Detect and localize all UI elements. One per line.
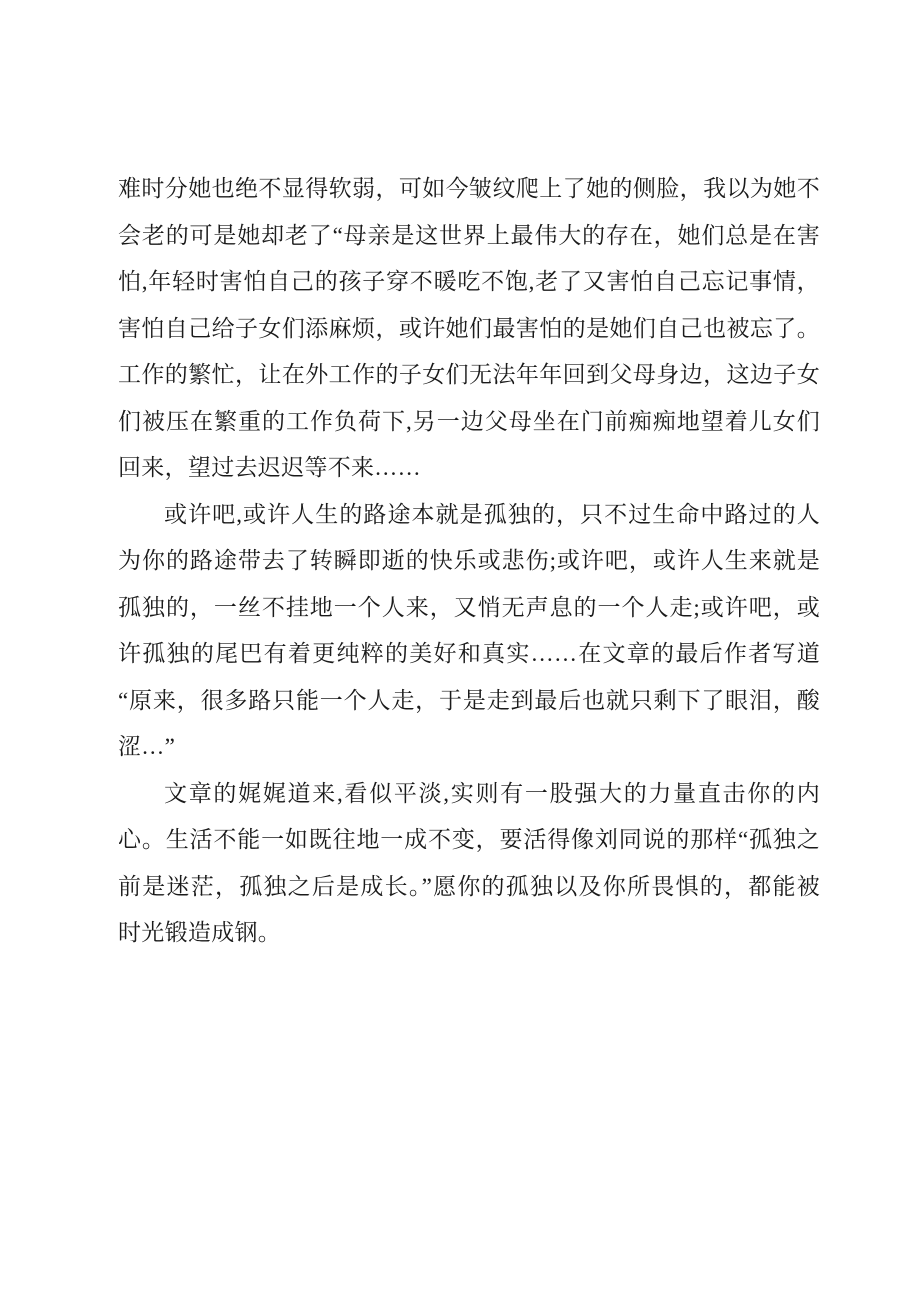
paragraph bbox=[118, 492, 820, 771]
text-line: 害怕自己给子女们添麻烦，或许她们最害怕的是她们自己也被忘了。 bbox=[118, 315, 820, 341]
text-block bbox=[118, 166, 820, 957]
text-line: 为你的路途带去了转瞬即逝的快乐或悲伤;或许吧，或许人生来就是 bbox=[118, 548, 820, 573]
paragraph bbox=[118, 771, 820, 957]
text-line: 孤独的，一丝不挂地一个人来，又悄无声息的一个人走;或许吧，或 bbox=[118, 594, 820, 620]
text-line: 回来，望过去迟迟等不来…… bbox=[118, 455, 421, 480]
text-line: 难时分她也绝不显得软弱，可如今皱纹爬上了她的侧脸，我以为她不 bbox=[118, 176, 820, 201]
text-line: 心。生活不能一如既往地一成不变，要活得像刘同说的那样“孤独之 bbox=[118, 827, 820, 852]
text-line: “原来，很多路只能一个人走，于是走到最后也就只剩下了眼泪，酸 bbox=[118, 687, 820, 713]
paragraph bbox=[118, 166, 820, 492]
text-line: 会老的可是她却老了“母亲是这世界上最伟大的存在，她们总是在害 bbox=[118, 222, 820, 248]
text-line: 或许吧,或许人生的路途本就是孤独的，只不过生命中路过的人 bbox=[164, 501, 820, 527]
text-line: 许孤独的尾巴有着更纯粹的美好和真实……在文章的最后作者写道 bbox=[118, 641, 820, 666]
text-line: 时光锻造成钢。 bbox=[118, 920, 282, 945]
text-line: 前是迷茫，孤独之后是成长。”愿你的孤独以及你所畏惧的，都能被 bbox=[118, 873, 820, 899]
text-line: 文章的娓娓道来,看似平淡,实则有一股强大的力量直击你的内 bbox=[164, 780, 820, 806]
text-line: 们被压在繁重的工作负荷下,另一边父母坐在门前痴痴地望着儿女们 bbox=[118, 408, 820, 434]
text-line: 怕,年轻时害怕自己的孩子穿不暖吃不饱,老了又害怕自己忘记事情， bbox=[118, 269, 820, 294]
text-line: 涩…” bbox=[118, 734, 176, 759]
text-line: 工作的繁忙，让在外工作的子女们无法年年回到父母身边，这边子女 bbox=[118, 362, 820, 387]
